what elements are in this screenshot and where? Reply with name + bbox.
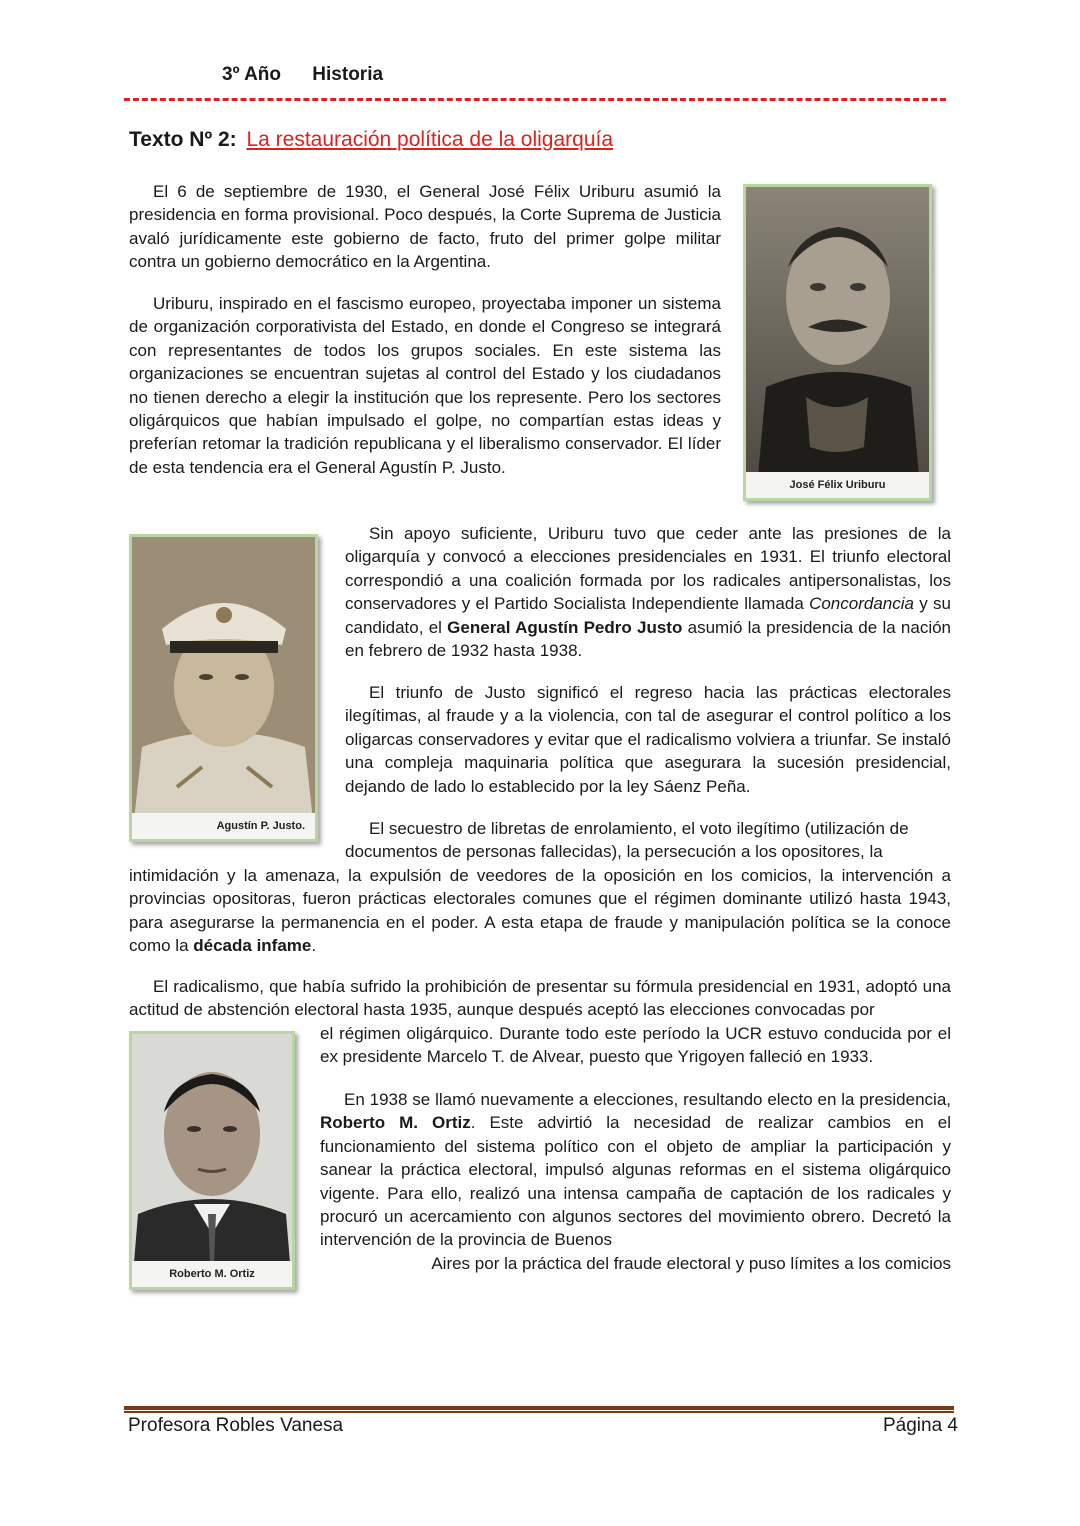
concordancia-term: Concordancia bbox=[809, 594, 914, 614]
decada-infame-term: década infame bbox=[193, 936, 312, 956]
title-subtitle: La restauración política de la oligarquía bbox=[246, 128, 614, 151]
caption-justo: Agustín P. Justo. bbox=[132, 813, 315, 839]
text-title bbox=[129, 128, 613, 152]
portrait-justo bbox=[132, 537, 315, 839]
footer-page-number: Página 4 bbox=[882, 1415, 958, 1436]
paragraph-6-start: El radicalismo, que había sufrido la prohibición de presentar su fórmula presidencial en 1931, adoptó una actitud de abstención electoral hasta 1935, aunque después aceptó las elecciones convocadas por bbox=[129, 977, 951, 1020]
header-divider bbox=[124, 98, 946, 101]
paragraph-4: El triunfo de Justo significó el regreso hacia las prácticas electorales ilegítimas, al fraude y a la violencia, con tal de asegurar el control político a los oligarcas conservadores y evitar que el radicalismo volviera a triunfar. Se instaló una compleja maquinaria política que asegurara la sucesión presidencial, dejando de lado lo establecido por la ley Sáenz Peña. bbox=[345, 683, 951, 796]
footer-author: Profesora Robles Vanesa bbox=[128, 1415, 344, 1436]
page-header bbox=[222, 64, 409, 86]
footer-rule bbox=[124, 1406, 954, 1410]
paragraph-1: El 6 de septiembre de 1930, el General José Félix Uriburu asumió la presidencia en forma provisional. Poco después, la Corte Suprema de Justicia avaló jurídicamente este gobierno de facto, fruto del primer golpe militar contra un gobierno democrático en la Argentina. bbox=[129, 182, 721, 272]
grade-label: 3º Año bbox=[222, 64, 282, 85]
photo-ortiz bbox=[129, 1031, 295, 1290]
ortiz-name: Roberto M. Ortiz bbox=[320, 1113, 471, 1133]
caption-ortiz: Roberto M. Ortiz bbox=[132, 1261, 292, 1287]
portrait-uriburu bbox=[746, 187, 929, 498]
photo-uriburu bbox=[743, 184, 932, 501]
justo-name: General Agustín Pedro Justo bbox=[447, 617, 683, 637]
paragraph-6-continued: el régimen oligárquico. Durante todo este período la UCR estuvo conducida por el ex presidente Marcelo T. de Alvear, puesto que Yrigoyen falleció en 1933. bbox=[320, 1024, 951, 1067]
paragraph-5-continued: intimidación y la amenaza, la expulsión de veedores de la oposición en los comicios, la intervención a provincias opositoras, fueron prácticas electorales comunes que el régimen dominante utilizó hasta 1943, para asegurarse la permanencia en el poder. A esta etapa de fraude y manipulación política se la conoce como la década infame. bbox=[129, 866, 951, 956]
footer-rule-thin bbox=[124, 1411, 954, 1413]
paragraph-7-last-line: Aires por la práctica del fraude electoral y puso límites a los comicios bbox=[431, 1254, 951, 1273]
subject-label: Historia bbox=[312, 64, 384, 85]
caption-uriburu: José Félix Uriburu bbox=[746, 472, 929, 498]
paragraph-2: Uriburu, inspirado en el fascismo europeo, proyectaba imponer un sistema de organización corporativista del Estado, en donde el Congreso se integrará con representantes de todos los grupos sociales. En este sistema las organizaciones se encuentran sujetas al control del Estado y los ciudadanos no tienen derecho a elegir la institución que los represente. Pero los sectores oligárquicos que habían impulsado el golpe, no compartían estas ideas y preferían retomar la tradición republicana y el liberalismo conservador. El líder de esta tendencia era el General Agustín P. Justo. bbox=[129, 294, 721, 477]
paragraph-7: En 1938 se llamó nuevamente a elecciones, resultando electo en la presidencia, Roberto M. Ortiz. Este advirtió la necesidad de realizar cambios en el funcionamiento del sistema político con el objeto de ampliar la participación y sanear la práctica electoral, impulsó algunas reformas en el sistema oligárquico vigente. Para ello, realizó una intensa campaña de captación de los radicales y procuró un acercamiento con algunos sectores del movimiento obrero. Decretó la intervención de la provincia de Buenos bbox=[320, 1090, 951, 1250]
paragraph-5-start: El secuestro de libretas de enrolamiento, el voto ilegítimo (utilización de documentos de personas fallecidas), la persecución a los opositores, la bbox=[345, 819, 909, 862]
title-prefix: Texto Nº 2: bbox=[129, 128, 237, 151]
portrait-ortiz bbox=[132, 1034, 292, 1287]
photo-justo bbox=[129, 534, 318, 842]
paragraph-3: Sin apoyo suficiente, Uriburu tuvo que ceder ante las presiones de la oligarquía y convocó a elecciones presidenciales en 1931. El triunfo electoral correspondió a una coalición formada por los radicales antipersonalistas, los conservadores y el Partido Socialista Independiente llamada Concordancia y su candidato, el General Agustín Pedro Justo asumió la presidencia de la nación en febrero de 1932 hasta 1938. bbox=[345, 524, 952, 661]
